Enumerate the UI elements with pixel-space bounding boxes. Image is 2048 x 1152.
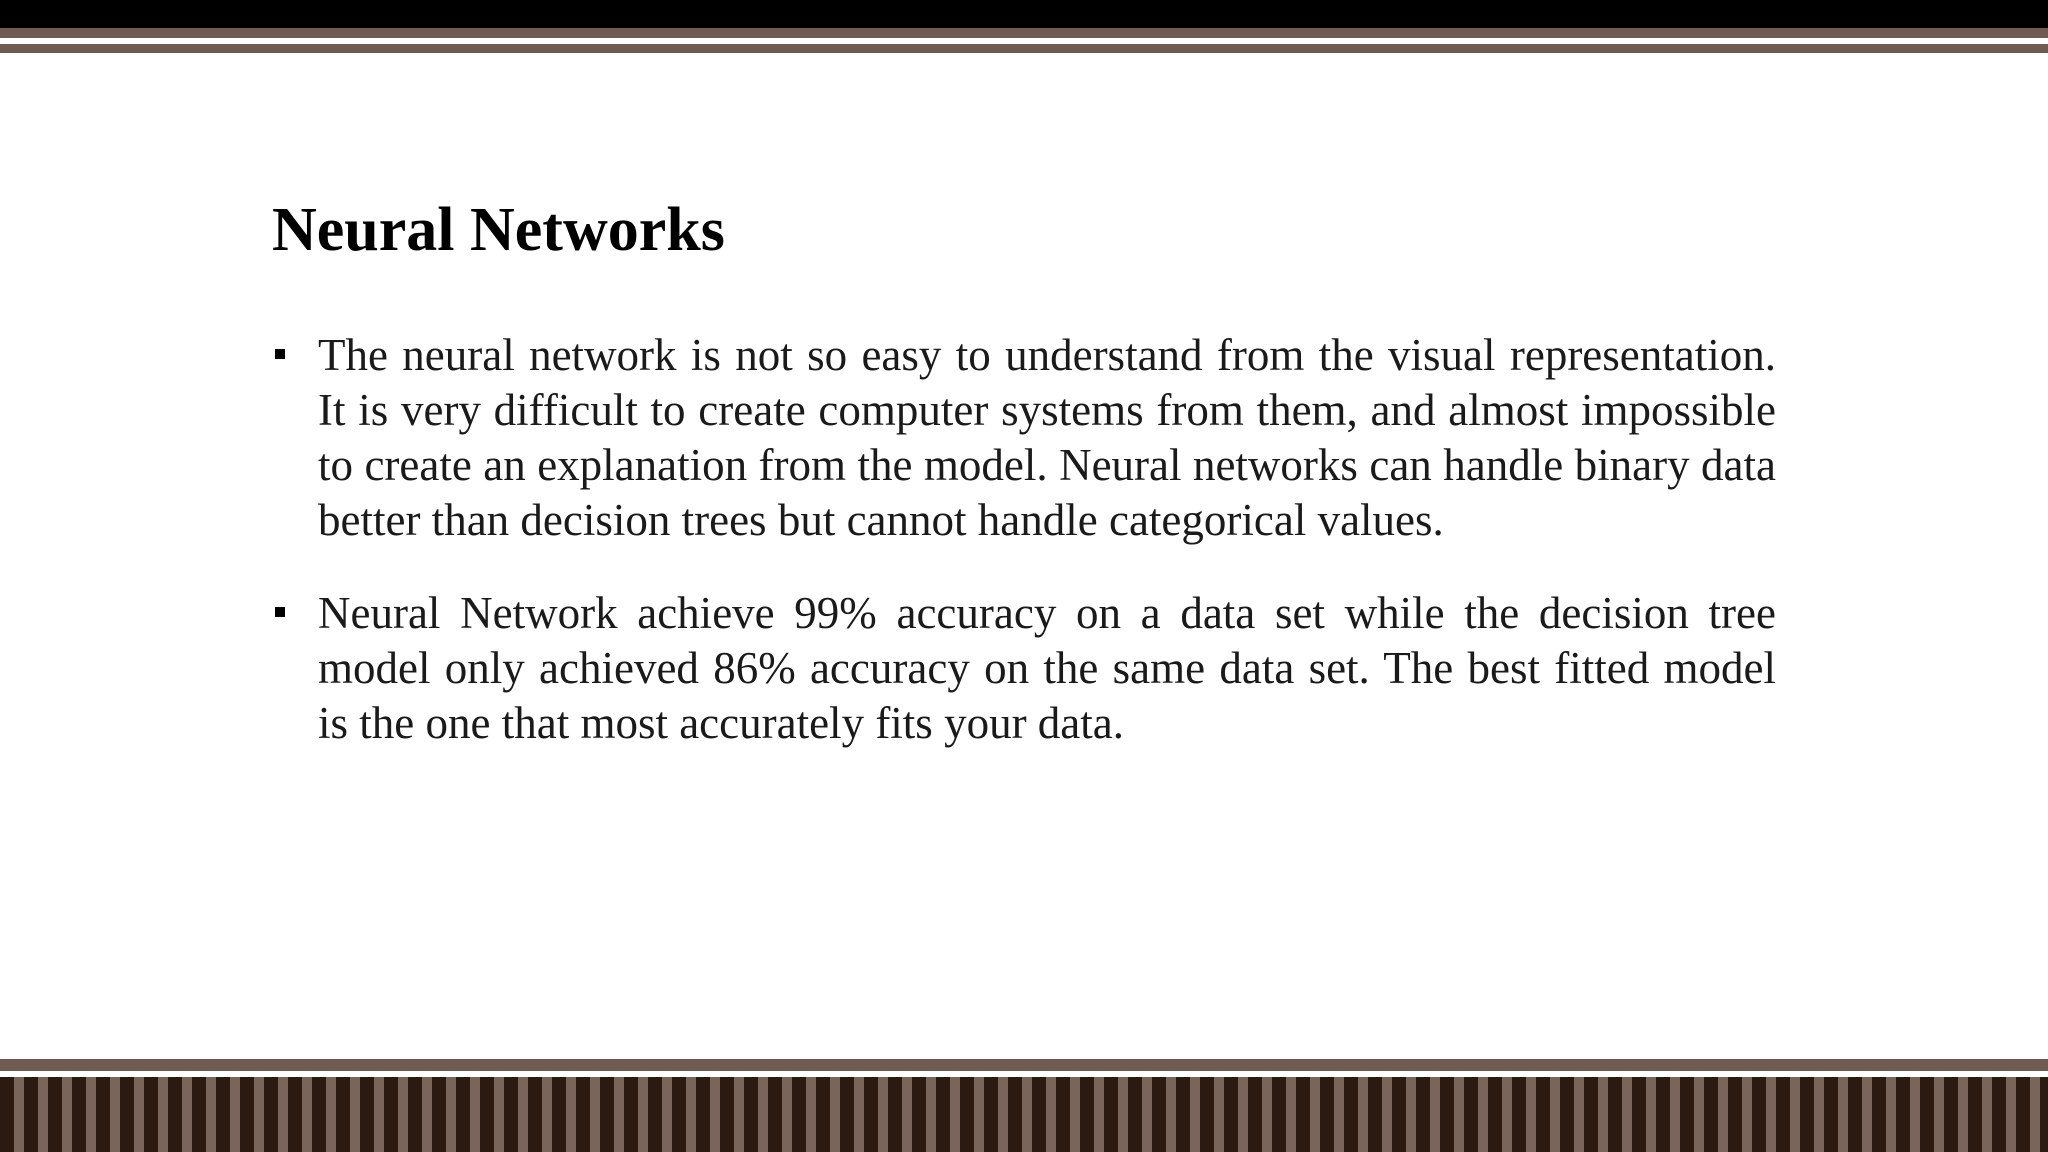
top-black-band — [0, 0, 2048, 28]
slide-title: Neural Networks — [272, 196, 725, 264]
bullet-list — [272, 328, 1776, 789]
top-brown-stripe — [0, 28, 2048, 38]
square-bullet-icon — [275, 607, 285, 617]
bullet-text: The neural network is not so easy to understand from the visual representation. It is very difficult to create computer systems from them, and almost impossible to create an explanation from the model. Neural networks can handle binary data better than decision trees but cannot handle categorical values. — [318, 330, 1776, 545]
bottom-brown-bar — [0, 1059, 2048, 1071]
bullet-item — [272, 586, 1776, 751]
bullet-text: Neural Network achieve 99% accuracy on a data set while the decision tree model only achieved 86% accuracy on the same data set. The best fitted model is the one that most accurately fits your data. — [318, 588, 1776, 748]
square-bullet-icon — [275, 349, 285, 359]
bottom-striped-band — [0, 1077, 2048, 1152]
bullet-item — [272, 328, 1776, 548]
top-brown-stripe-lower — [0, 44, 2048, 53]
